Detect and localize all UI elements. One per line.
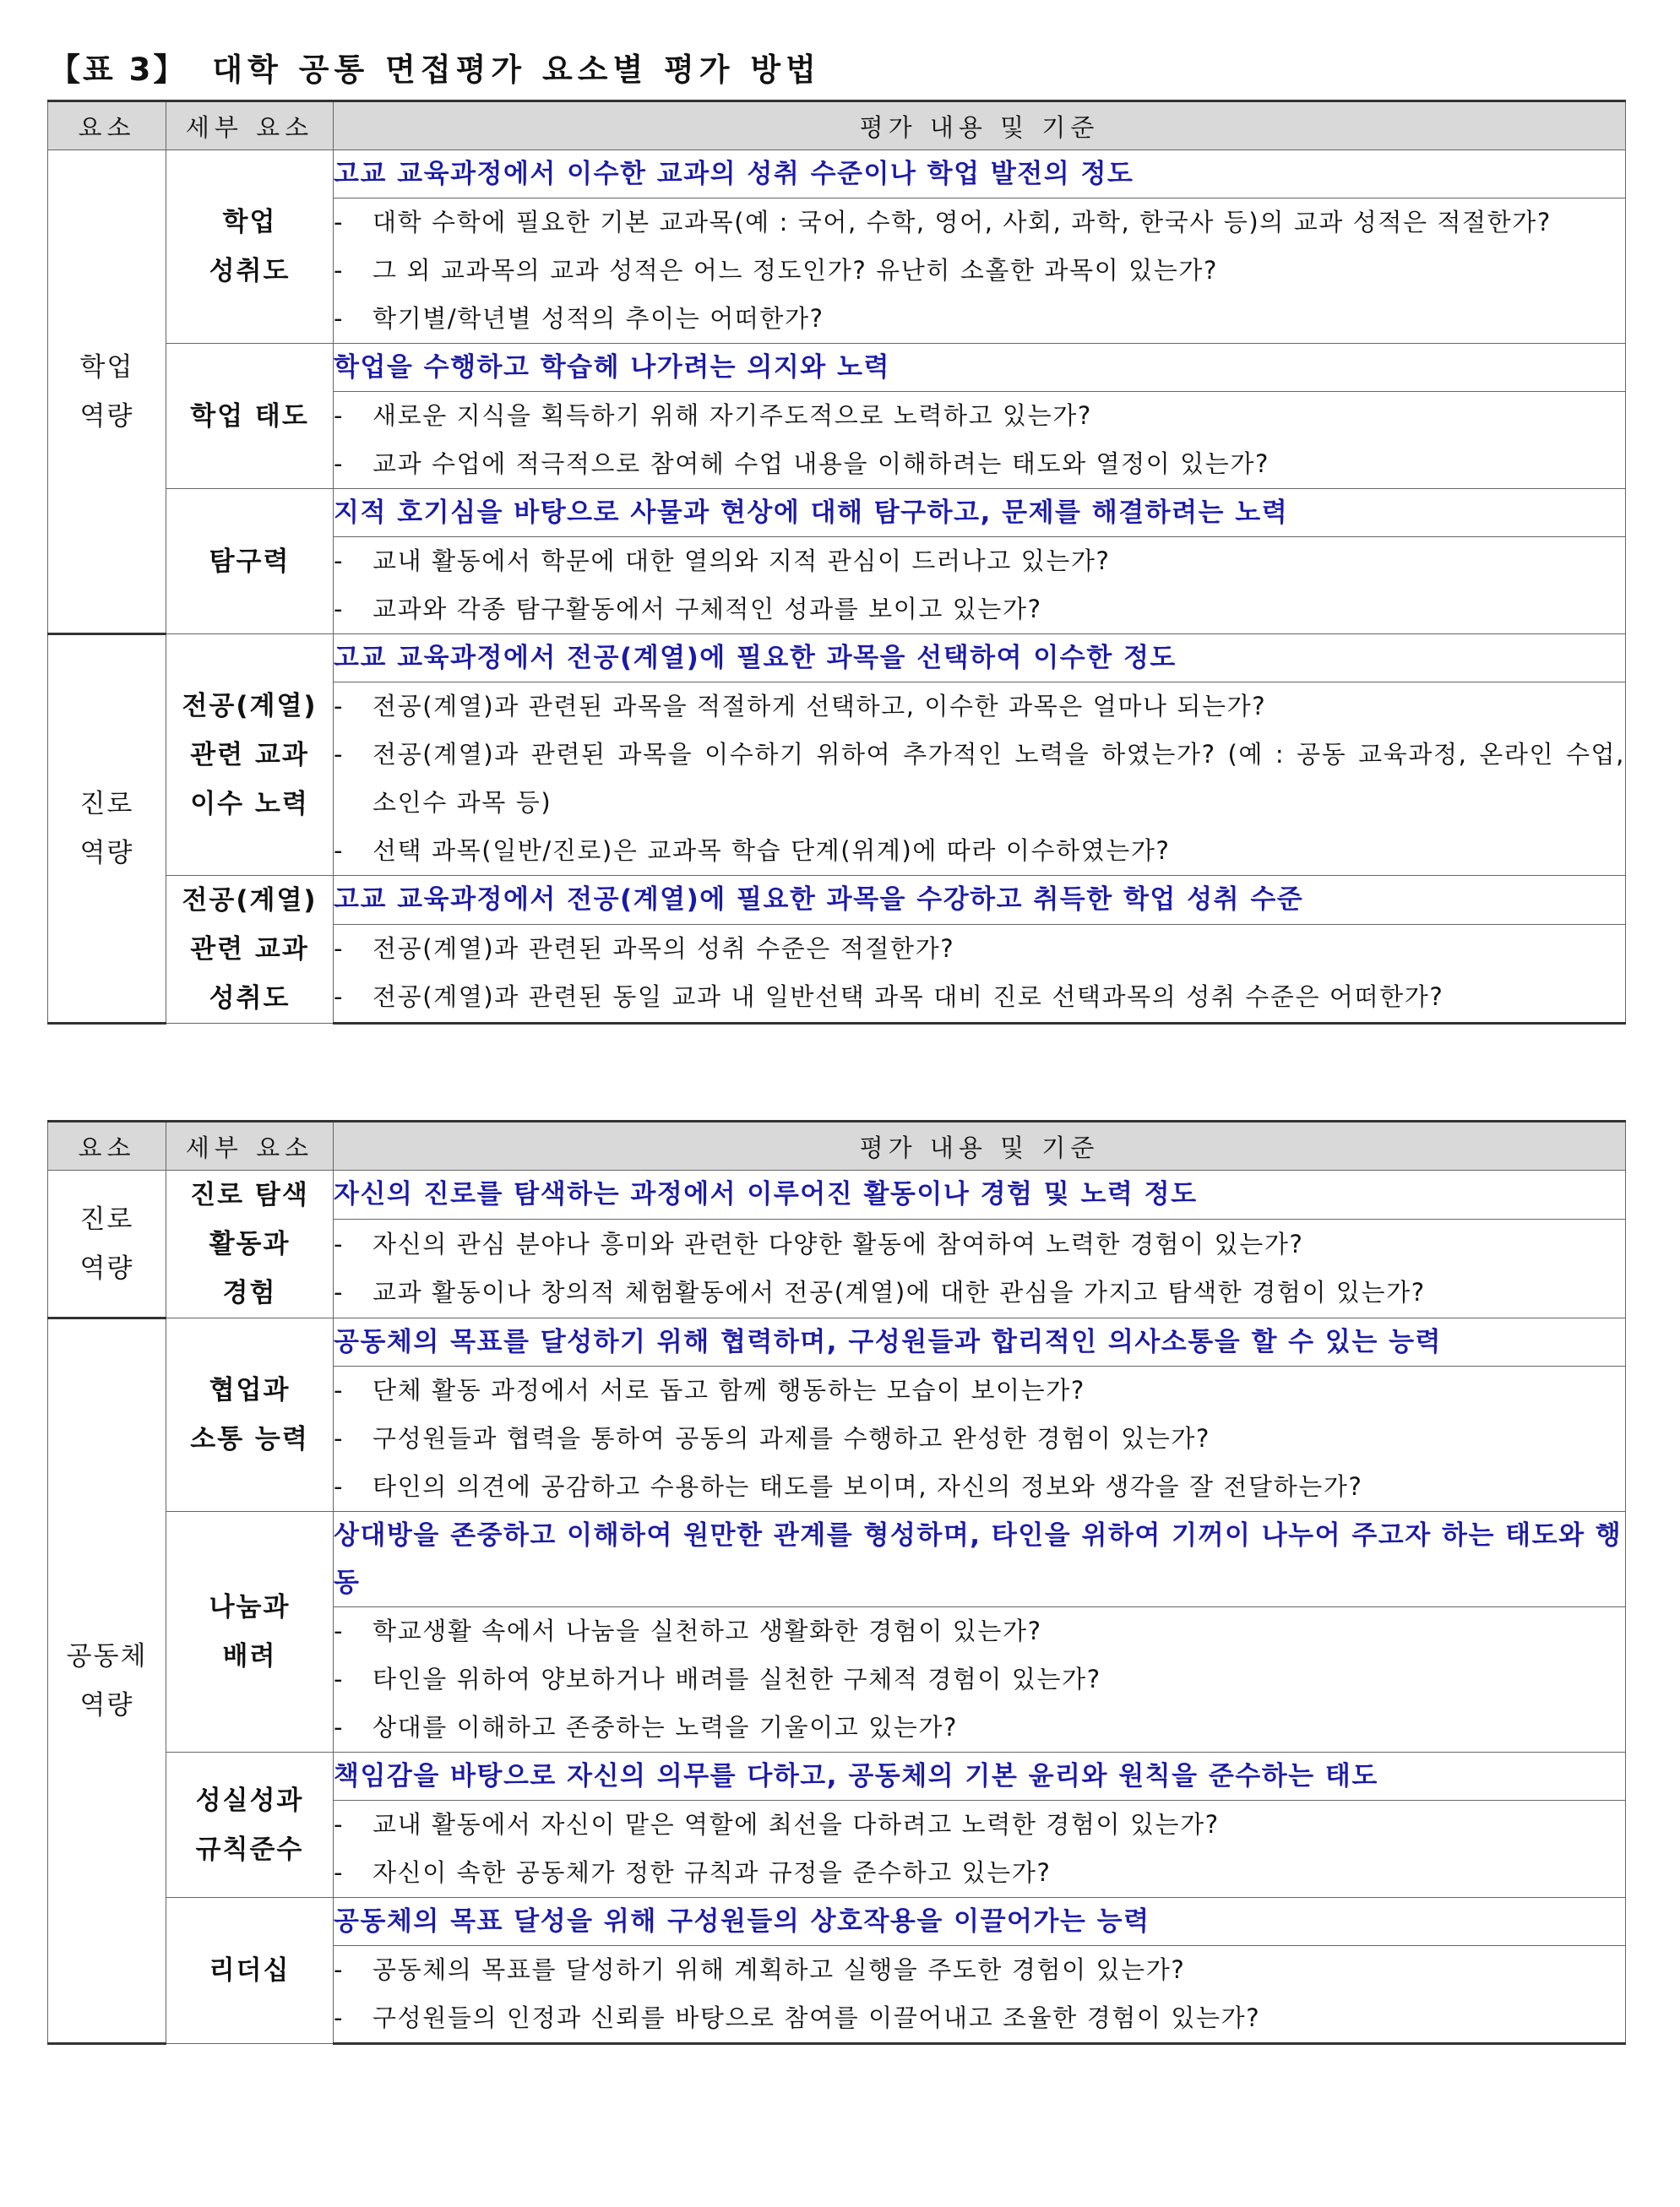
criteria-heading-row [48, 150, 1626, 198]
criteria-item [334, 1269, 1625, 1317]
sub-element-label: 전공(계열) [182, 690, 318, 721]
bullet-dash: - [334, 449, 345, 478]
sub-element-label: 이수 노력 [190, 788, 309, 819]
sub-element-cell [166, 876, 334, 1024]
bullet-dash: - [334, 836, 345, 865]
evaluation-table-part-1 [47, 100, 1626, 1025]
criteria-list [334, 1219, 1626, 1318]
sub-element-cell [166, 1753, 334, 1898]
criteria-heading: 고교 교육과정에서 이수한 교과의 성취 수준이나 학업 발전의 정도 [334, 150, 1626, 198]
element-label: 역량 [79, 838, 134, 868]
criteria-heading-row [48, 1318, 1626, 1367]
criteria-list [334, 1607, 1626, 1753]
criteria-item [334, 537, 1625, 585]
criteria-list [334, 537, 1626, 634]
sub-element-label: 규칙준수 [195, 1834, 304, 1865]
criteria-text: 상대를 이해하고 존중하는 노력을 기울이고 있는가? [372, 1713, 958, 1742]
criteria-list [334, 1946, 1626, 2044]
criteria-item [334, 1655, 1625, 1704]
bullet-dash: - [334, 1617, 345, 1645]
criteria-text: 선택 과목(일반/진로)은 교과목 학습 단계(위계)에 따라 이수하였는가? [372, 836, 1171, 865]
bullet-dash: - [334, 2003, 345, 2032]
sub-element-label: 성취도 [209, 983, 291, 1014]
sub-element-label: 성실성과 [195, 1785, 304, 1816]
criteria-list [334, 682, 1626, 876]
criteria-heading: 학업을 수행하고 학습헤 나가려는 의지와 노력 [334, 344, 1626, 392]
criteria-item [334, 925, 1625, 973]
criteria-text: 구성원들의 인정과 신뢰를 바탕으로 참여를 이끌어내고 조율한 경험이 있는가? [372, 2003, 1261, 2032]
criteria-text: 전공(계열)과 관련된 과목을 적절하게 선택하고, 이수한 과목은 얼마나 되는가? [372, 692, 1267, 720]
criteria-text: 단체 활동 과정에서 서로 돕고 함께 행동하는 모습이 보이는가? [372, 1376, 1085, 1405]
element-cell [48, 1171, 166, 1318]
bullet-dash: - [334, 595, 345, 623]
criteria-text: 자신의 관심 분야나 흥미와 관련한 다양한 활동에 참여하여 노력한 경험이 있는가? [372, 1229, 1304, 1258]
criteria-text: 교과와 각종 탐구활동에서 구체적인 성과를 보이고 있는가? [372, 595, 1042, 623]
sub-element-label: 학업 [222, 207, 277, 237]
header-criteria: 평가 내용 및 기준 [334, 1122, 1626, 1171]
criteria-text: 전공(계열)과 관련된 동일 교과 내 일반선택 과목 대비 진로 선택과목의 성취 수준은 어떠한가? [372, 982, 1444, 1012]
element-cell [48, 634, 166, 1024]
criteria-heading-row [48, 344, 1626, 392]
criteria-item [334, 973, 1625, 1021]
sub-element-label: 탐구력 [209, 546, 291, 577]
criteria-heading: 상대방을 존중하고 이해하여 원만한 관계를 형성하며, 타인을 위하여 기꺼이 나누어 주고자 하는 태도와 행동 [334, 1512, 1626, 1607]
sub-element-cell [166, 150, 334, 344]
sub-element-cell [166, 489, 334, 634]
criteria-heading-row [48, 1753, 1626, 1801]
bullet-dash: - [334, 1858, 345, 1887]
bullet-dash: - [334, 546, 345, 575]
criteria-text: 교과 활동이나 창의적 체험활동에서 전공(계열)에 대한 관심을 가지고 탐색한 경험이 있는가? [372, 1277, 1426, 1307]
header-criteria: 평가 내용 및 기준 [334, 101, 1626, 150]
bullet-dash: - [334, 1424, 345, 1453]
criteria-item [334, 1463, 1625, 1511]
criteria-item [334, 1946, 1625, 1994]
criteria-item [334, 1367, 1625, 1415]
element-label: 학업 [79, 351, 134, 383]
evaluation-table-part-2 [47, 1120, 1626, 2045]
element-label: 역량 [79, 400, 134, 432]
sub-element-label: 학업 태도 [190, 400, 309, 432]
criteria-item [334, 827, 1625, 875]
element-label: 역량 [79, 1253, 134, 1284]
bullet-dash: - [334, 1277, 345, 1307]
element-label: 공동체 [66, 1641, 148, 1672]
criteria-list [334, 198, 1626, 344]
criteria-item [334, 392, 1625, 440]
criteria-list [334, 1801, 1626, 1898]
criteria-item [334, 585, 1625, 633]
header-row [48, 1122, 1626, 1171]
element-cell [48, 1318, 166, 2044]
criteria-heading: 지적 호기심을 바탕으로 사물과 현상에 대해 탐구하고, 문제를 해결하려는 노력 [334, 489, 1626, 537]
criteria-heading-row [48, 489, 1626, 537]
criteria-text: 공동체의 목표를 달성하기 위해 계획하고 실행을 주도한 경험이 있는가? [372, 1955, 1186, 1984]
bullet-dash: - [334, 304, 345, 333]
criteria-text: 새로운 지식을 획득하기 위해 자기주도적으로 노력하고 있는가? [372, 401, 1092, 430]
table-title [49, 44, 821, 90]
header-sub-element: 세부 요소 [166, 101, 334, 150]
bullet-dash: - [334, 1955, 345, 1984]
sub-element-label: 관련 교과 [190, 934, 309, 965]
sub-element-cell [166, 344, 334, 489]
criteria-item [334, 1415, 1625, 1463]
sub-element-cell [166, 1171, 334, 1318]
criteria-text: 전공(계열)과 관련된 과목의 성취 수준은 적절한가? [372, 934, 955, 964]
criteria-heading: 고교 교육과정에서 전공(계열)에 필요한 과목을 선택하여 이수한 정도 [334, 634, 1626, 682]
element-label: 진로 [79, 789, 134, 819]
criteria-item [334, 295, 1625, 343]
criteria-heading: 공동체의 목표 달성을 위해 구성원들의 상호작용을 이끌어가는 능력 [334, 1898, 1626, 1946]
criteria-text: 교내 활동에서 학문에 대한 열의와 지적 관심이 드러나고 있는가? [372, 546, 1111, 575]
bullet-dash: - [334, 692, 345, 720]
criteria-text: 타인을 위하여 양보하거나 배려를 실천한 구체적 경험이 있는가? [372, 1665, 1101, 1693]
criteria-heading: 책임감을 바탕으로 자신의 의무를 다하고, 공동체의 기본 윤리와 원칙을 준수하는 태도 [334, 1753, 1626, 1801]
table-body [48, 150, 1626, 1024]
element-label: 진로 [79, 1204, 134, 1235]
sub-element-label: 진로 탐색 [190, 1180, 309, 1210]
bullet-dash: - [334, 401, 345, 430]
header-element: 요소 [48, 101, 166, 150]
header-sub-element: 세부 요소 [166, 1122, 334, 1171]
sub-element-label: 관련 교과 [190, 739, 309, 770]
table-body [48, 1171, 1626, 2044]
header-element: 요소 [48, 1122, 166, 1171]
criteria-item [334, 198, 1625, 247]
criteria-text: 구성원들과 협력을 통하여 공동의 과제를 수행하고 완성한 경험이 있는가? [372, 1424, 1210, 1453]
criteria-list [334, 1367, 1626, 1512]
sub-element-label: 나눔과 [209, 1592, 291, 1623]
sub-element-label: 협업과 [209, 1375, 291, 1405]
bullet-dash: - [334, 208, 345, 236]
sub-element-label: 리더십 [209, 1955, 291, 1986]
sub-element-label: 소통 능력 [190, 1424, 309, 1454]
criteria-text: 자신이 속한 공동체가 정한 규칙과 규정을 준수하고 있는가? [372, 1858, 1052, 1887]
element-label: 역량 [79, 1690, 134, 1720]
bullet-dash: - [334, 1665, 345, 1693]
bullet-dash: - [334, 256, 345, 285]
criteria-heading-row [48, 634, 1626, 682]
bullet-dash: - [334, 1472, 345, 1501]
bullet-dash: - [334, 740, 345, 769]
criteria-text: 그 외 교과목의 교과 성적은 어느 정도인가? 유난히 소홀한 과목이 있는가? [372, 256, 1218, 285]
bullet-dash: - [334, 1229, 345, 1258]
table-number: 【표 3】 [49, 52, 188, 88]
criteria-heading: 고교 교육과정에서 전공(계열)에 필요한 과목을 수강하고 취득한 학업 성취 수준 [334, 876, 1626, 925]
criteria-item [334, 1849, 1625, 1897]
bullet-dash: - [334, 1810, 345, 1839]
bullet-dash: - [334, 934, 345, 964]
table-title-text: 대학 공통 면접평가 요소별 평가 방법 [212, 52, 821, 88]
criteria-item [334, 731, 1625, 827]
element-cell [48, 150, 166, 634]
sub-element-label: 배려 [222, 1641, 277, 1672]
criteria-item [334, 440, 1625, 488]
criteria-text: 학기별/학년별 성적의 추이는 어떠한가? [372, 304, 824, 333]
criteria-item [334, 1801, 1625, 1849]
sub-element-label: 전공(계열) [182, 885, 318, 916]
header-row [48, 101, 1626, 150]
sub-element-cell [166, 1318, 334, 1512]
criteria-item [334, 1607, 1625, 1655]
criteria-list [334, 392, 1626, 489]
criteria-text: 대학 수학에 필요한 기본 교과목(예 : 국어, 수학, 영어, 사회, 과학, 한국사 등)의 교과 성적은 적절한가? [372, 208, 1552, 236]
criteria-heading-row [48, 1512, 1626, 1607]
sub-element-label: 활동과 [209, 1229, 291, 1259]
sub-element-cell [166, 634, 334, 876]
criteria-item [334, 682, 1625, 731]
criteria-item [334, 1220, 1625, 1269]
criteria-text: 전공(계열)과 관련된 과목을 이수하기 위하여 추가적인 노력을 하였는가? (예 : 공동 교육과정, 온라인 수업, 소인수 과목 등) [372, 740, 1625, 817]
criteria-text: 교과 수업에 적극적으로 참여헤 수업 내용을 이해하려는 태도와 열정이 있는가? [372, 449, 1270, 478]
criteria-heading-row [48, 876, 1626, 925]
criteria-item [334, 247, 1625, 295]
sub-element-label: 경험 [222, 1278, 277, 1308]
bullet-dash: - [334, 982, 345, 1012]
criteria-text: 교내 활동에서 자신이 맡은 역할에 최선을 다하려고 노력한 경험이 있는가? [372, 1810, 1220, 1839]
criteria-item [334, 1994, 1625, 2042]
sub-element-label: 성취도 [209, 256, 291, 286]
criteria-list [334, 924, 1626, 1023]
criteria-heading-row [48, 1898, 1626, 1946]
sub-element-cell [166, 1512, 334, 1753]
criteria-text: 타인의 의견에 공감하고 수용하는 태도를 보이며, 자신의 정보와 생각을 잘 전달하는가? [372, 1472, 1363, 1501]
bullet-dash: - [334, 1713, 345, 1742]
criteria-heading: 공동체의 목표를 달성하기 위해 협력하며, 구성원들과 합리적인 의사소통을 할 수 있는 능력 [334, 1318, 1626, 1367]
criteria-item [334, 1704, 1625, 1752]
criteria-heading-row [48, 1171, 1626, 1220]
sub-element-cell [166, 1898, 334, 2044]
criteria-heading: 자신의 진로를 탐색하는 과정에서 이루어진 활동이나 경험 및 노력 정도 [334, 1171, 1626, 1220]
bullet-dash: - [334, 1376, 345, 1405]
criteria-text: 학교생활 속에서 나눔을 실천하고 생활화한 경험이 있는가? [372, 1617, 1042, 1645]
